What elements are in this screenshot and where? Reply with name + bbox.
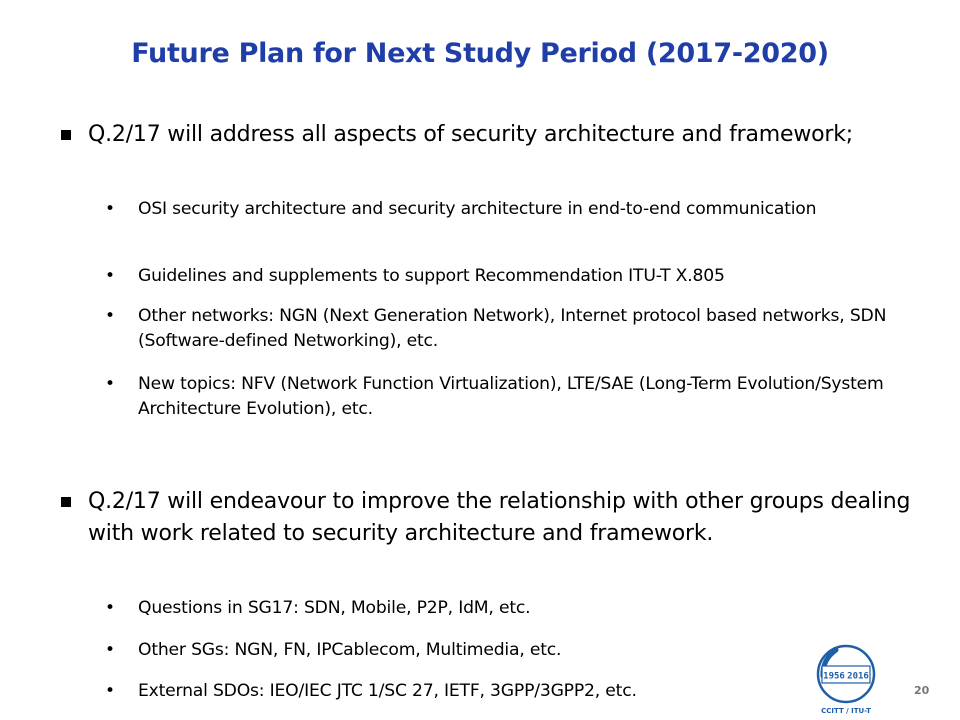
sub-bullet bbox=[105, 596, 918, 621]
sub-bullet-text: New topics: NFV (Network Function Virtualization), LTE/SAE (Long-Term Evolution/System Architecture Evolution), etc. bbox=[138, 374, 884, 419]
main-bullet-2 bbox=[88, 486, 918, 550]
sub-bullet-text: Guidelines and supplements to support Recommendation ITU-T X.805 bbox=[138, 266, 725, 286]
page-number: 20 bbox=[914, 684, 930, 697]
sub-bullet bbox=[105, 679, 918, 704]
square-bullet-icon bbox=[61, 497, 71, 507]
logo-year-end: 2016 bbox=[847, 671, 869, 682]
slide-title: Future Plan for Next Study Period (2017-2020) bbox=[131, 38, 829, 69]
sub-bullet-text: Other networks: NGN (Next Generation Network), Internet protocol based networks, SDN (Software-defined Networking), etc. bbox=[138, 306, 887, 351]
sub-bullet-text: OSI security architecture and security architecture in end-to-end communication bbox=[138, 199, 817, 219]
round-bullet-icon: • bbox=[105, 374, 115, 394]
main-bullet-1 bbox=[88, 119, 918, 151]
sub-bullet-text: Other SGs: NGN, FN, IPCablecom, Multimedia, etc. bbox=[138, 640, 562, 660]
round-bullet-icon: • bbox=[105, 266, 115, 286]
round-bullet-icon: • bbox=[105, 199, 115, 219]
round-bullet-icon: • bbox=[105, 681, 115, 701]
round-bullet-icon: • bbox=[105, 598, 115, 618]
sub-bullet-text: External SDOs: IEO/IEC JTC 1/SC 27, IETF, 3GPP/3GPP2, etc. bbox=[138, 681, 637, 701]
logo-caption: CCITT / ITU-T bbox=[821, 707, 871, 715]
main-bullet-text: Q.2/17 will address all aspects of security architecture and framework; bbox=[88, 122, 853, 147]
sub-bullet bbox=[105, 264, 918, 289]
sub-bullet bbox=[105, 372, 918, 422]
logo-year-start: 1956 bbox=[823, 671, 845, 682]
round-bullet-icon: • bbox=[105, 640, 115, 660]
main-bullet-text: Q.2/17 will endeavour to improve the relationship with other groups dealing with work related to security architecture and framework. bbox=[88, 489, 911, 546]
itu-anniversary-logo bbox=[806, 640, 886, 718]
round-bullet-icon: • bbox=[105, 306, 115, 326]
sub-bullet-text: Questions in SG17: SDN, Mobile, P2P, IdM, etc. bbox=[138, 598, 531, 618]
sub-bullet bbox=[105, 304, 918, 354]
square-bullet-icon bbox=[61, 130, 71, 140]
sub-bullet bbox=[105, 638, 918, 663]
sub-bullet bbox=[105, 197, 918, 222]
